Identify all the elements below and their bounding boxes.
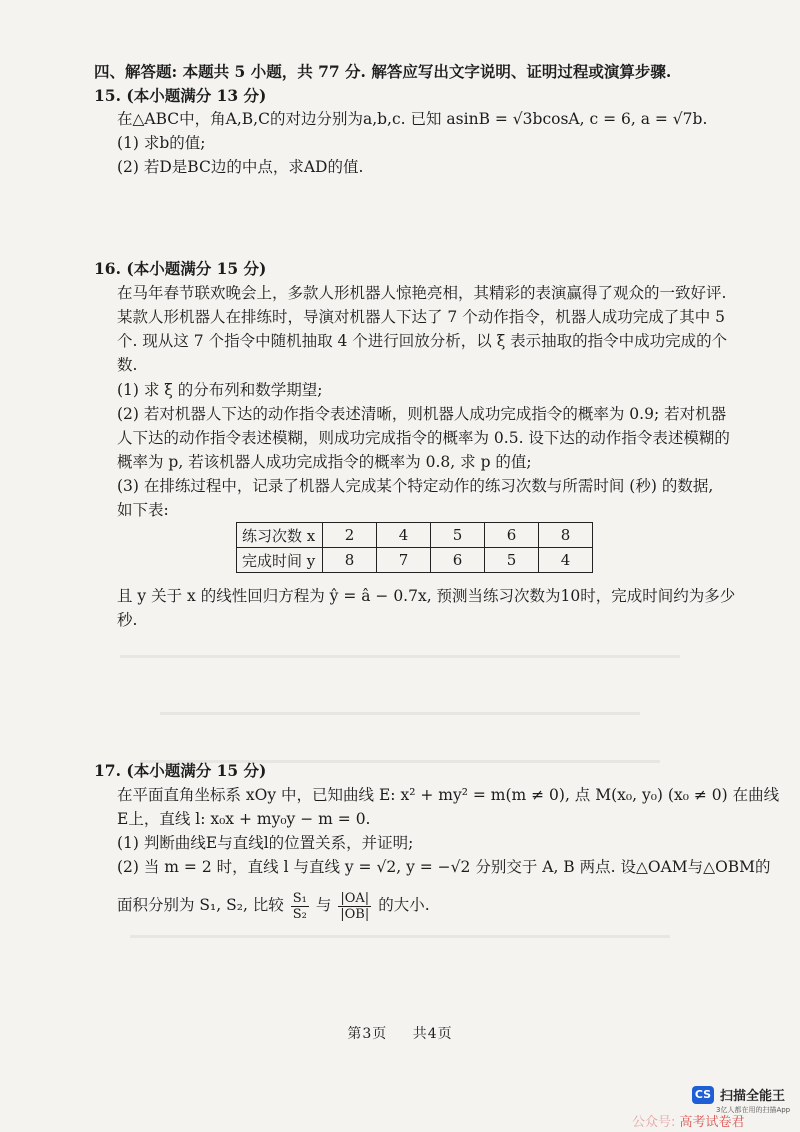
row-header-x: 练习次数 x <box>237 523 323 548</box>
section-header: 四、解答题: 本题共 5 小题，共 77 分. 解答应写出文字说明、证明过程或演算步骤. <box>94 62 672 81</box>
fraction-numerator: S₁ <box>292 890 307 906</box>
q16-part2-line: (2) 若对机器人下达的动作指令表述清晰，则机器人成功完成指令的概率为 0.9; 若对机器 <box>117 405 727 423</box>
q16-part2-line: 概率为 p, 若该机器人成功完成指令的概率为 0.8, 求 p 的值; <box>117 453 532 471</box>
scanner-tagline: 3亿人都在用的扫描App <box>716 1106 791 1114</box>
table-row <box>237 548 593 573</box>
page-footer <box>0 1023 800 1043</box>
page-total: 共4页 <box>412 1026 453 1042</box>
table-row <box>237 523 593 548</box>
table-cell: 7 <box>377 548 431 573</box>
fraction-denominator: |OB| <box>340 906 370 922</box>
q16-part2-line: 人下达的动作指令表述模糊，则成功完成指令的概率为 0.5. 设下达的动作指令表述模糊的 <box>117 429 730 447</box>
q16-intro-line: 数. <box>117 356 138 374</box>
q17-text: E上，直线 l: x₀x + my₀y − m = 0. <box>117 810 371 828</box>
q16-title: 16. (本小题满分 15 分) <box>94 259 267 278</box>
table-cell: 8 <box>323 548 377 573</box>
table-cell: 2 <box>323 523 377 548</box>
q17-compare-mid: 与 <box>315 896 332 914</box>
q17-part2: (2) 当 m = 2 时，直线 l 与直线 y = √2, y = −√2 分别交于 A, B 两点. 设△OAM与△OBM的 <box>117 858 771 876</box>
q16-part3-line: 如下表: <box>117 501 169 519</box>
fraction-denominator: S₂ <box>292 906 307 922</box>
table-cell: 8 <box>539 523 593 548</box>
bleed-through-mark <box>160 712 640 715</box>
table-cell: 5 <box>431 523 485 548</box>
table-cell: 6 <box>431 548 485 573</box>
q15-text: 在△ABC中，角A,B,C的对边分别为a,b,c. 已知 asinB = √3bcosA, c = 6, a = √7b. <box>117 110 708 128</box>
q15-part1: (1) 求b的值; <box>117 134 206 152</box>
q16-intro-line: 在马年春节联欢晚会上，多款人形机器人惊艳亮相，其精彩的表演赢得了观众的一致好评. <box>117 284 727 302</box>
table-cell: 4 <box>377 523 431 548</box>
q17-part1: (1) 判断曲线E与直线l的位置关系，并证明; <box>117 834 414 852</box>
scanner-name: 扫描全能王 <box>720 1089 786 1104</box>
page-number: 第3页 <box>347 1026 388 1042</box>
bleed-through-mark <box>130 935 670 938</box>
table-cell: 6 <box>485 523 539 548</box>
practice-time-table <box>236 522 593 573</box>
watermark-prefix: 公众号: <box>632 1115 676 1130</box>
camscanner-logo-icon: CS <box>692 1086 714 1104</box>
table-cell: 5 <box>485 548 539 573</box>
fraction-numerator: |OA| <box>340 890 370 906</box>
watermark <box>632 1111 745 1130</box>
q16-after-table-line: 秒. <box>117 611 138 629</box>
area-ratio-fraction <box>291 891 309 922</box>
table-cell: 4 <box>539 548 593 573</box>
q17-compare-pre: 面积分别为 S₁, S₂, 比较 <box>117 896 284 914</box>
bleed-through-mark <box>120 655 680 658</box>
q16-after-table-line: 且 y 关于 x 的线性回归方程为 ŷ = â − 0.7x, 预测当练习次数为10时，完成时间约为多少 <box>117 587 736 605</box>
q15-part2: (2) 若D是BC边的中点，求AD的值. <box>117 158 364 176</box>
row-header-y: 完成时间 y <box>237 548 323 573</box>
q15-title: 15. (本小题满分 13 分) <box>94 86 267 105</box>
q17-compare-post: 的大小. <box>378 896 430 914</box>
q17-text: 在平面直角坐标系 xOy 中，已知曲线 E: x² + my² = m(m ≠ 0), 点 M(x₀, y₀) (x₀ ≠ 0) 在曲线 <box>117 786 780 804</box>
watermark-name: 高考试卷君 <box>679 1115 745 1130</box>
q16-part3-line: (3) 在排练过程中，记录了机器人完成某个特定动作的练习次数与所需时间 (秒) 的数据, <box>117 477 714 495</box>
q17-title: 17. (本小题满分 15 分) <box>94 761 267 780</box>
q16-intro-line: 个. 现从这 7 个指令中随机抽取 4 个进行回放分析，以 ξ 表示抽取的指令中成功完成的个 <box>117 332 728 350</box>
length-ratio-fraction <box>338 891 371 922</box>
q16-intro-line: 某款人形机器人在排练时，导演对机器人下达了 7 个动作指令，机器人成功完成了其中 5 <box>117 308 726 326</box>
scanner-badge <box>692 1085 785 1104</box>
q17-compare-line <box>117 888 430 922</box>
q16-part1: (1) 求 ξ 的分布列和数学期望; <box>117 381 323 399</box>
